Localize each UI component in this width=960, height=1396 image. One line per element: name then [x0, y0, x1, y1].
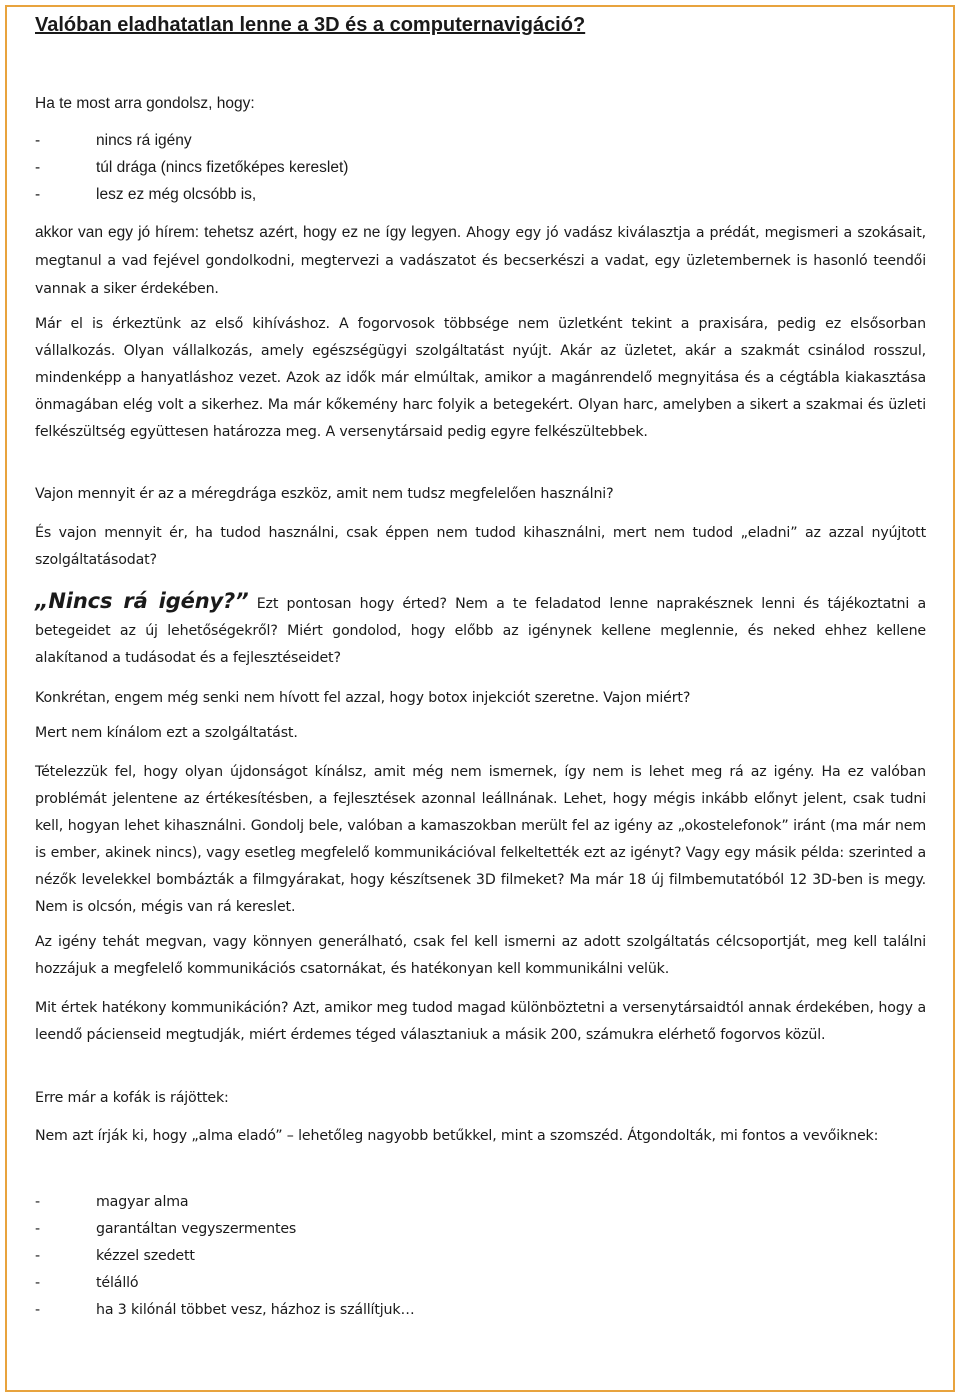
- tool-question-paragraph: Vajon mennyit ér az a méregdrága eszköz, amit nem tudsz megfelelően használni?: [35, 486, 614, 502]
- list-item: - nincs rá igény: [35, 127, 348, 154]
- demand-paragraph: [35, 588, 926, 672]
- answer-paragraph: Mert nem kínálom ezt a szolgáltatást.: [35, 725, 298, 741]
- objections-list: [35, 127, 348, 208]
- innovation-paragraph: Tételezzük fel, hogy olyan újdonságot kínálsz, amit még nem ismernek, így nem is lehet meg rá az igény. Ha ez valóban problémát jelentene az értékesítésben, a fejlesztések azonnal leállnának. Lehet, hogy mégis inkább előnyt jelent, csak tudni kell, hogyan lehet kihasználni. Gondolj bele, valóban a kamaszokban merült fel az igény az „okostelefonok” iránt (ma már nem is ember, akinek nincs), vagy esetleg megfelelő kommunikációval felkeltették ezt az igényt? Vagy egy másik példa: szerinted a nézők levelekkel bombázták a filmgyárakat, hogy készítsenek 3D filmeket? Ma már 18 új filmbemutatóból 12 3D-ben is megy. Nem is olcsón, mégis van rá kereslet.: [35, 764, 926, 915]
- document-title: Valóban eladhatatlan lenne a 3D és a computernavigáció?: [35, 14, 586, 36]
- challenge-paragraph: Már el is érkeztünk az első kihíváshoz. A fogorvosok többsége nem üzletként tekint a praxisára, pedig ez elsősorban vállalkozás. Olyan vállalkozás, amely egészségügyi szolgáltatást nyújt. Akár az üzletet, akár a szakmát csinálod rosszul, mindenképp a hanyatláshoz vezet. Azok az idők már elmúltak, amikor a magánrendelő megnyitása és a cégtábla kiakasztása önmagában elég volt a sikerhez. Ma már kőkemény harc folyik a betegekért. Olyan harc, amelyben a sikert a szakmai és üzleti felkészültség együttesen határozza meg. A versenytársaid pedig egyre felkészültebbek.: [35, 316, 926, 440]
- sell-question-paragraph: És vajon mennyit ér, ha tudod használni, csak éppen nem tudod kihasználni, mert nem tudod „eladni” az azzal nyújtott szolgáltatásodat?: [35, 525, 926, 568]
- good-news-sentence: akkor van egy jó hírem: tehetsz azért, hogy ez ne így legyen.: [35, 224, 462, 241]
- vendors-paragraph: Erre már a kofák is rájöttek:: [35, 1090, 229, 1106]
- list-item: - télálló: [35, 1270, 415, 1297]
- effective-communication-paragraph: Mit értek hatékony kommunikáción? Azt, amikor meg tudod magad különböztetni a versenytársaidtól annak érdekében, hogy a leendő pácienseid megtudják, miért érdemes téged választaniuk a másik 200, számukra elérhető fogorvos közül.: [35, 1000, 926, 1043]
- features-list: [35, 1189, 415, 1324]
- hunter-analogy-text: Ahogy egy jó vadász kiválasztja a prédát, megismeri a szokásait, megtanul a vad fejével gondolkodni, megtervezi a vadászatot és becserkészi a vadat, egy üzletembernek is hasonló teendői vannak a siker érdekében.: [35, 225, 926, 297]
- hunter-paragraph: [35, 219, 926, 303]
- communication-paragraph: Az igény tehát megvan, vagy könnyen generálható, csak fel kell ismerni az adott szolgáltatás célcsoportját, meg kell találni hozzájuk a megfelelő kommunikációs csatornákat, és hatékonyan kell kommunikálni velük.: [35, 934, 926, 977]
- list-item: - túl drága (nincs fizetőképes kereslet): [35, 154, 348, 181]
- demand-text: Ezt pontosan hogy érted? Nem a te feladatod lenne naprakésznek lenni és tájékoztatni a betegeidet az új lehetőségekről? Miért gondolod, hogy előbb az igénynek kellene meglennie, és neked ehhez kellene alakítanod a tudásodat és a fejlesztéseidet?: [35, 596, 926, 666]
- list-item: - lesz ez még olcsóbb is,: [35, 181, 348, 208]
- apple-sign-paragraph: Nem azt írják ki, hogy „alma eladó” – lehetőleg nagyobb betűkkel, mint a szomszéd. Átgondolták, mi fontos a vevőiknek:: [35, 1128, 879, 1144]
- botox-paragraph: Konkrétan, engem még senki nem hívott fel azzal, hogy botox injekciót szeretne. Vajon miért?: [35, 690, 691, 706]
- list-item: - kézzel szedett: [35, 1243, 415, 1270]
- demand-heading: „Nincs rá igény?”: [35, 589, 249, 613]
- list-item: - ha 3 kilónál többet vesz, házhoz is szállítjuk…: [35, 1297, 415, 1324]
- list-item: - garantáltan vegyszermentes: [35, 1216, 415, 1243]
- list-item: - magyar alma: [35, 1189, 415, 1216]
- intro-paragraph: Ha te most arra gondolsz, hogy:: [35, 95, 255, 112]
